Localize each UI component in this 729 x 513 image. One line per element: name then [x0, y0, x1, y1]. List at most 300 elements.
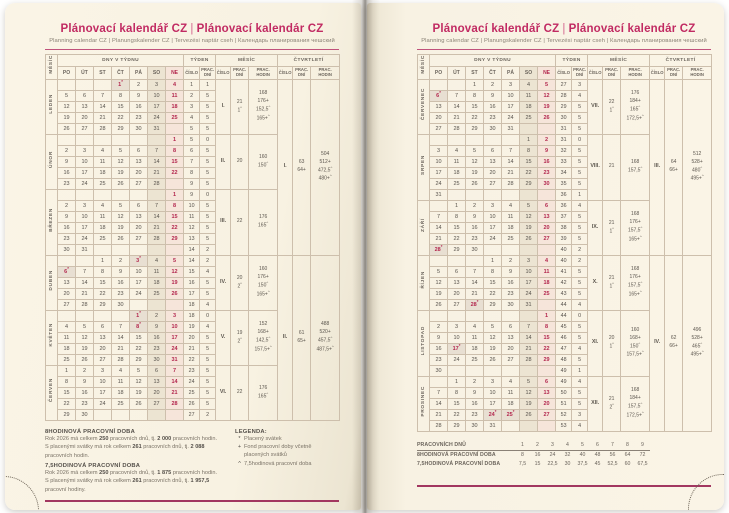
day-cell: 24 — [166, 343, 184, 354]
day-cell: 3 — [448, 321, 466, 332]
day-cell: 7 — [112, 321, 130, 332]
month-number-cell: XII. — [588, 376, 603, 431]
day-cell: 5 — [538, 79, 556, 90]
week-workdays-cell: 5 — [200, 200, 216, 211]
day-cell: 1 — [484, 255, 502, 266]
day-cell: 31 — [430, 189, 448, 200]
day-cell — [166, 409, 184, 420]
day-cell: 11 — [112, 376, 130, 387]
week-number-cell: 32 — [556, 145, 572, 156]
day-cell: 9 — [538, 145, 556, 156]
conversion-value: 22,5 — [547, 461, 558, 468]
day-cell: 3 — [166, 310, 184, 321]
week-number-cell: 43 — [556, 288, 572, 299]
week-number-cell: 9 — [184, 189, 200, 200]
day-cell: 21 — [148, 222, 166, 233]
day-cell — [520, 365, 538, 376]
day-cell: 29 — [538, 354, 556, 365]
day-cell: 24* — [484, 409, 502, 420]
day-cell: 14 — [166, 376, 184, 387]
day-cell: 16 — [130, 101, 148, 112]
day-cell: 7 — [466, 266, 484, 277]
week-workdays-cell: 2 — [572, 255, 588, 266]
week-number-cell: 36 — [556, 200, 572, 211]
day-cell: 6 — [94, 321, 112, 332]
day-cell: 15 — [166, 156, 184, 167]
day-cell: 31 — [148, 123, 166, 134]
page-title-cz: Plánovací kalendář CZ — [432, 23, 560, 35]
day-cell: 18 — [94, 167, 112, 178]
day-cell: 24 — [76, 233, 94, 244]
week-number-cell: 6 — [184, 145, 200, 156]
day-cell: 17 — [76, 222, 94, 233]
quarter-workhours-header: PRAC. HODIN — [311, 67, 340, 79]
page-title-sk: Plánovací kalendár CZ — [568, 23, 696, 35]
week-number-cell: 5 — [184, 134, 200, 145]
day-cell: 14 — [448, 101, 466, 112]
day-cell: 19 — [130, 387, 148, 398]
day-cell: 17 — [76, 167, 94, 178]
month-workdays-header: PRAC. DNÍ — [231, 67, 249, 79]
day-cell: 20 — [538, 398, 556, 409]
day-cell — [538, 365, 556, 376]
day-cell — [166, 299, 184, 310]
day-cell: 17* — [448, 343, 466, 354]
day-cell: 5 — [58, 90, 76, 101]
day-cell: 4 — [58, 321, 76, 332]
day-cell: 17 — [130, 277, 148, 288]
quarter-group-header: ČTVRTLETÍ — [278, 55, 340, 67]
quarter-workhours-cell: 512 528+ 480^ 495+^ — [683, 79, 712, 255]
week-number-cell: 39 — [556, 233, 572, 244]
day-cell: 20 — [430, 112, 448, 123]
day-cell: 12 — [166, 266, 184, 277]
day-cell: 24 — [430, 178, 448, 189]
day-cell — [466, 310, 484, 321]
legend-title: LEGENDA: — [235, 428, 267, 435]
day-cell: 26 — [166, 288, 184, 299]
month-workdays-cell: 21 1* — [603, 255, 621, 310]
day-cell: 2 — [466, 200, 484, 211]
week-number-cell: 49 — [556, 365, 572, 376]
week-number-cell: 30 — [556, 112, 572, 123]
day-cell: 16 — [538, 156, 556, 167]
day-cell: 14 — [520, 332, 538, 343]
conversion-value: 72 — [639, 452, 646, 459]
day-cell: 6 — [130, 145, 148, 156]
week-number-cell: 19 — [184, 321, 200, 332]
month-workdays-cell: 21 2* — [603, 376, 621, 431]
footer-rule — [417, 485, 711, 487]
week-workdays-cell: 5 — [200, 145, 216, 156]
week-number-cell: 40 — [556, 244, 572, 255]
week-workdays-cell: 5 — [572, 167, 588, 178]
week-number-cell: 35 — [556, 178, 572, 189]
conversion-value: 2 — [530, 441, 545, 451]
day-cell: 1 — [166, 189, 184, 200]
month-name-label: ÚNOR — [46, 134, 58, 189]
day-cell: 29 — [448, 244, 466, 255]
week-workdays-cell: 5 — [200, 387, 216, 398]
day-cell: 22 — [166, 222, 184, 233]
day-cell: 9 — [58, 156, 76, 167]
week-number-cell: 44 — [556, 310, 572, 321]
day-cell: 20 — [502, 343, 520, 354]
day-cell: 14 — [148, 156, 166, 167]
week-number-cell: 36 — [556, 189, 572, 200]
conversion-value: 67,5 — [637, 461, 648, 468]
day-cell — [448, 365, 466, 376]
month-name-label: DUBEN — [46, 255, 58, 310]
day-cell: 12 — [58, 101, 76, 112]
day-cell: 14 — [430, 398, 448, 409]
day-cell: 11 — [502, 387, 520, 398]
day-cell — [430, 79, 448, 90]
day-cell — [76, 255, 94, 266]
day-cell: 23 — [502, 288, 520, 299]
day-cell: 12 — [76, 332, 94, 343]
legend-symbol: ^ — [238, 460, 241, 467]
month-number-cell: IX. — [588, 200, 603, 255]
day-cell — [520, 420, 538, 431]
day-cell — [76, 310, 94, 321]
planning-table-jul-dec — [417, 54, 712, 432]
day-cell: 6 — [448, 266, 466, 277]
day-cell: 1 — [538, 310, 556, 321]
day-cell: 6 — [538, 376, 556, 387]
month-number-cell: V. — [216, 310, 231, 365]
week-number-cell: 26 — [184, 398, 200, 409]
week-workdays-cell: 4 — [572, 299, 588, 310]
day-cell — [148, 409, 166, 420]
week-number-cell: 46 — [556, 332, 572, 343]
day-cell — [538, 299, 556, 310]
week-number-cell: 3 — [184, 101, 200, 112]
month-workdays-cell: 22 — [231, 189, 249, 255]
month-workhours-cell: 160 176+ 150^ 165+^ — [249, 255, 278, 310]
conversion-row-label: PRACOVNÍCH DNŮ — [417, 441, 515, 451]
week-number-cell: 14 — [184, 255, 200, 266]
legend-symbol: + — [237, 444, 242, 451]
day-cell: 14 — [466, 277, 484, 288]
day-cell: 19 — [484, 343, 502, 354]
week-workdays-cell: 5 — [200, 112, 216, 123]
day-cell: 18 — [166, 101, 184, 112]
day-cell: 5 — [166, 255, 184, 266]
legend-symbol: * — [238, 435, 241, 442]
day-cell: 25 — [538, 288, 556, 299]
day-cell: 28 — [166, 398, 184, 409]
day-cell: 1 — [58, 365, 76, 376]
day-cell: 15 — [166, 211, 184, 222]
day-cell: 27 — [448, 299, 466, 310]
week-workdays-cell: 5 — [572, 145, 588, 156]
month-workhours-cell: 160 168+ 150^ 157,5+^ — [621, 310, 650, 376]
day-cell: 15 — [94, 277, 112, 288]
day-cell: 4 — [466, 321, 484, 332]
days-of-week-group-header: DNY V TÝDNU — [430, 55, 556, 67]
week-workdays-cell: 4 — [572, 343, 588, 354]
conversion-value: 40 — [579, 452, 586, 459]
day-cell: 15 — [520, 156, 538, 167]
week-group-header: TÝDEN — [556, 55, 588, 67]
week-workdays-cell: 0 — [572, 134, 588, 145]
day-cell: 3 — [484, 376, 502, 387]
day-cell: 25* — [502, 409, 520, 420]
day-cell: 7 — [148, 145, 166, 156]
day-cell — [466, 365, 484, 376]
month-name-label: KVĚTEN — [46, 310, 58, 365]
day-cell — [430, 134, 448, 145]
month-workdays-cell: 22 — [231, 365, 249, 420]
day-cell: 6* — [430, 90, 448, 101]
day-cell: 17 — [484, 398, 502, 409]
day-cell: 16 — [148, 332, 166, 343]
month-workdays-cell: 21 — [603, 134, 621, 200]
day-cell: 4 — [538, 255, 556, 266]
week-number-cell: 29 — [556, 101, 572, 112]
title-divider: | — [190, 23, 194, 35]
week-workdays-cell: 5 — [200, 167, 216, 178]
day-cell: 27 — [58, 299, 76, 310]
page-title — [45, 23, 339, 35]
week-workdays-cell: 4 — [200, 321, 216, 332]
week-workdays-cell: 4 — [572, 200, 588, 211]
month-number-cell: X. — [588, 255, 603, 310]
day-cell: 30 — [130, 123, 148, 134]
day-cell: 3 — [148, 79, 166, 90]
week-workdays-cell: 3 — [572, 79, 588, 90]
day-cell — [112, 134, 130, 145]
day-cell: 8 — [448, 387, 466, 398]
page-subtitle: Planning calendar CZ | Planungskalender CZ | Tervezési naptár cseh | Календарь планирования чешский — [421, 38, 707, 44]
day-cell: 10 — [520, 266, 538, 277]
day-cell: 21 — [430, 409, 448, 420]
working-time-line: Rok 2026 má celkem 250 pracovních dnů, tj. 1 875 pracovních hodin. — [45, 469, 217, 476]
day-cell — [466, 255, 484, 266]
day-cell — [58, 310, 76, 321]
week-number-cell: 51 — [556, 398, 572, 409]
day-cell: 4 — [112, 365, 130, 376]
day-header: PO — [430, 67, 448, 79]
day-cell: 9 — [430, 332, 448, 343]
month-name-label: PROSINEC — [418, 376, 430, 431]
week-workdays-cell: 5 — [200, 90, 216, 101]
day-cell: 23 — [58, 233, 76, 244]
header-rule — [417, 49, 711, 50]
day-cell: 30 — [112, 299, 130, 310]
day-cell: 11 — [448, 156, 466, 167]
conversion-value: 15 — [534, 461, 541, 468]
day-cell: 1 — [448, 200, 466, 211]
day-cell — [94, 189, 112, 200]
conversion-value: 7 — [605, 441, 620, 451]
day-cell: 20 — [538, 222, 556, 233]
day-cell: 30 — [148, 354, 166, 365]
day-cell: 10 — [484, 211, 502, 222]
day-cell: 29 — [448, 420, 466, 431]
day-cell: 21 — [148, 167, 166, 178]
day-cell: 12 — [520, 211, 538, 222]
day-cell: 5 — [520, 200, 538, 211]
day-header: NE — [166, 67, 184, 79]
day-cell: 10 — [484, 387, 502, 398]
day-cell — [484, 244, 502, 255]
day-cell: 15 — [538, 332, 556, 343]
month-column-header: MĚSÍC — [46, 55, 58, 80]
working-time-line: S placenými svátky má rok celkem 261 pracovních dnů, tj. 2 088 pracovních hodin. — [45, 444, 205, 460]
week-workdays-cell: 1 — [572, 189, 588, 200]
month-number-cell: VI. — [216, 365, 231, 420]
day-cell — [448, 134, 466, 145]
day-cell: 23 — [76, 398, 94, 409]
day-cell: 17 — [166, 332, 184, 343]
day-cell: 30 — [484, 123, 502, 134]
day-cell: 26 — [112, 233, 130, 244]
week-number-cell: 27 — [556, 79, 572, 90]
day-cell: 3 — [502, 79, 520, 90]
week-workdays-cell: 5 — [572, 112, 588, 123]
day-cell: 24 — [484, 233, 502, 244]
day-cell: 24 — [520, 288, 538, 299]
day-cell: 4 — [502, 200, 520, 211]
day-cell: 23 — [466, 409, 484, 420]
week-workdays-cell: 5 — [200, 288, 216, 299]
day-cell: 22 — [466, 112, 484, 123]
day-cell: 11 — [166, 90, 184, 101]
month-name-label: ZÁŘÍ — [418, 200, 430, 255]
day-cell: 29 — [112, 123, 130, 134]
week-number-cell: 33 — [556, 156, 572, 167]
day-cell — [448, 255, 466, 266]
day-cell: 15 — [448, 398, 466, 409]
day-cell: 13 — [430, 101, 448, 112]
day-cell: 17 — [148, 101, 166, 112]
conversion-row-label: 7,5HODINOVÁ PRACOVNÍ DOBA — [417, 461, 501, 468]
day-cell: 18 — [520, 101, 538, 112]
week-workdays-cell: 1 — [572, 365, 588, 376]
day-cell: 20 — [58, 288, 76, 299]
day-cell: 1 — [166, 134, 184, 145]
day-cell: 22 — [448, 409, 466, 420]
week-number-cell: 7 — [184, 156, 200, 167]
day-cell: 12 — [538, 90, 556, 101]
day-cell: 12 — [112, 156, 130, 167]
day-cell — [58, 134, 76, 145]
day-cell — [58, 189, 76, 200]
quarter-number-cell: I. — [278, 79, 293, 255]
day-cell: 30 — [58, 244, 76, 255]
day-cell: 13 — [94, 332, 112, 343]
day-cell: 18 — [112, 387, 130, 398]
week-workdays-cell: 5 — [572, 398, 588, 409]
week-workdays-cell: 5 — [200, 398, 216, 409]
conversion-value: 56 — [609, 452, 616, 459]
day-cell: 14 — [502, 156, 520, 167]
week-number-cell: 2 — [184, 90, 200, 101]
week-workdays-header: PRAC. DNÍ — [200, 67, 216, 79]
day-cell — [520, 189, 538, 200]
day-cell: 23 — [430, 354, 448, 365]
day-cell: 12 — [466, 156, 484, 167]
day-cell: 22 — [484, 288, 502, 299]
day-cell: 17 — [520, 277, 538, 288]
week-number-cell: 22 — [184, 354, 200, 365]
day-cell: 9 — [112, 266, 130, 277]
day-cell: 10 — [166, 321, 184, 332]
conversion-value: 16 — [534, 452, 541, 459]
day-cell: 24 — [502, 112, 520, 123]
day-cell: 3 — [76, 200, 94, 211]
day-cell: 7 — [520, 321, 538, 332]
working-time-heading: 7,5HODINOVÁ PRACOVNÍ DOBA — [45, 462, 141, 469]
day-cell — [76, 79, 94, 90]
month-workhours-cell: 168 176+ 157,5^ 165+^ — [621, 255, 650, 310]
quarter-workhours-cell: 504 512+ 472,5^ 480+^ — [311, 79, 340, 255]
day-cell: 19 — [520, 398, 538, 409]
day-cell: 8 — [112, 90, 130, 101]
day-cell: 19 — [520, 222, 538, 233]
day-cell: 18 — [58, 343, 76, 354]
day-cell — [166, 244, 184, 255]
day-cell — [148, 189, 166, 200]
day-cell: 8* — [130, 321, 148, 332]
day-cell: 29 — [520, 178, 538, 189]
day-cell: 28 — [76, 299, 94, 310]
day-cell: 23 — [58, 178, 76, 189]
week-number-cell: 53 — [556, 420, 572, 431]
day-cell: 9 — [130, 90, 148, 101]
day-cell: 31 — [484, 420, 502, 431]
week-workdays-cell: 2 — [572, 244, 588, 255]
month-number-cell: VII. — [588, 79, 603, 134]
day-cell: 5 — [520, 376, 538, 387]
day-cell: 16 — [112, 277, 130, 288]
footer-rule — [45, 500, 339, 502]
day-cell: 1 — [466, 79, 484, 90]
day-cell: 13 — [484, 156, 502, 167]
day-cell: 7 — [448, 90, 466, 101]
day-cell: 2 — [130, 79, 148, 90]
day-cell — [430, 376, 448, 387]
quarter-workhours-cell: 488 520+ 457,5^ 487,5+^ — [311, 255, 340, 420]
week-number-cell: 31 — [556, 123, 572, 134]
planning-table-jan-jun — [45, 54, 340, 421]
day-cell: 8 — [166, 200, 184, 211]
day-cell — [166, 178, 184, 189]
month-workdays-cell: 21 1* — [603, 200, 621, 255]
day-cell: 27 — [130, 178, 148, 189]
day-cell: 13 — [448, 277, 466, 288]
month-workdays-cell: 20 1* — [603, 310, 621, 376]
day-cell: 13 — [538, 387, 556, 398]
day-cell: 7 — [148, 200, 166, 211]
day-cell — [520, 310, 538, 321]
conversion-value: 30 — [564, 461, 571, 468]
week-workdays-cell: 5 — [572, 387, 588, 398]
day-cell — [58, 79, 76, 90]
week-number-cell: 25 — [184, 387, 200, 398]
conversion-value: 37,5 — [577, 461, 588, 468]
day-cell: 9 — [466, 211, 484, 222]
day-cell — [58, 255, 76, 266]
month-number-cell: III. — [216, 189, 231, 255]
day-cell: 12 — [520, 387, 538, 398]
week-number-cell: 8 — [184, 167, 200, 178]
day-cell: 27 — [484, 178, 502, 189]
week-workdays-cell: 5 — [200, 365, 216, 376]
day-cell: 19 — [538, 101, 556, 112]
